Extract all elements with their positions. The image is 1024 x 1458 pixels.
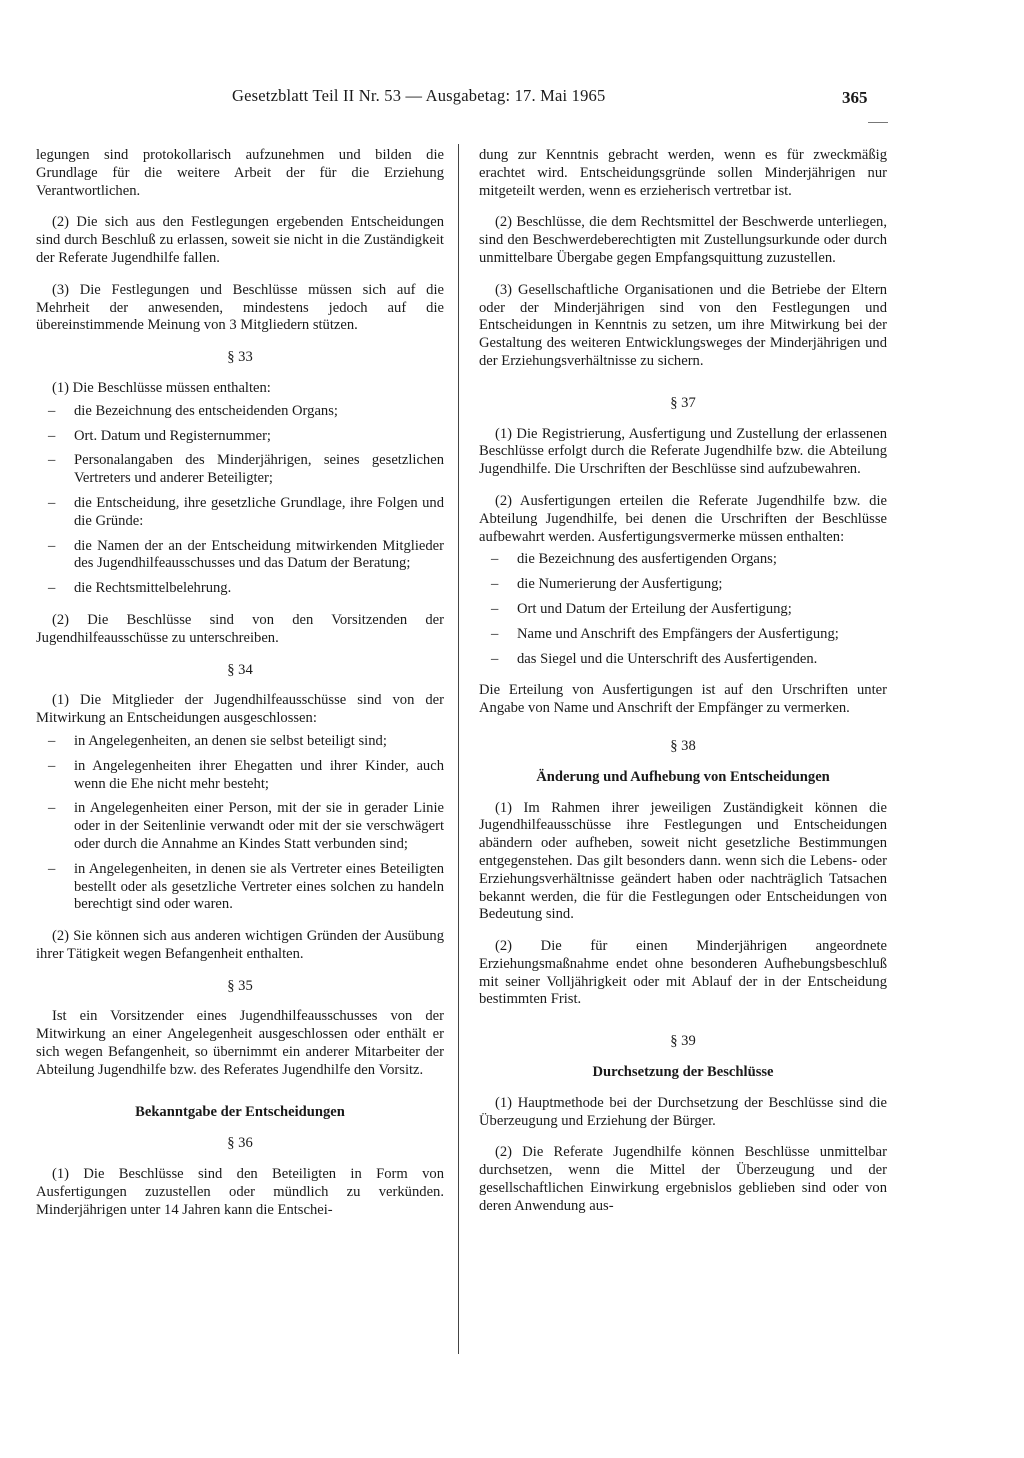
paragraph: legungen sind protokollarisch aufzunehmen und bilden die Grundlage für die weitere Arbeit der für die Erziehung Verantwortlichen. [36, 147, 444, 199]
section-heading-39: § 39 [670, 1033, 696, 1050]
right-column [479, 147, 887, 1230]
column-divider [458, 144, 459, 1354]
subsection-title: Bekanntgabe der Entscheidungen [135, 1103, 345, 1120]
paragraph: (2) Die für einen Minderjährigen angeordnete Erziehungsmaßnahme endet ohne besonderen Aufhebungsbeschluß mit seiner Volljährigkeit oder mit Ablauf der in der Entscheidung bestimmten Frist. [479, 938, 887, 1008]
paragraph: (2) Beschlüsse, die dem Rechtsmittel der Beschwerde unterliegen, sind den Beschwerdeberechtigten mit Zustellungsurkunde oder durch unmittelbare Übergabe gegen Empfangsquittung zuzustellen. [479, 214, 887, 266]
list-item: – die Namen der an der Entscheidung mitwirkenden Mitglieder des Jugendhilfeausschusses und das Datum der Beratung; [48, 537, 444, 572]
dash-marker: – [491, 650, 499, 667]
subsection-title: Durchsetzung der Beschlüsse [592, 1064, 774, 1081]
list-item: – die Bezeichnung des ausfertigenden Organs; [491, 551, 777, 568]
list-item: – in Angelegenheiten, an denen sie selbst beteiligt sind; [48, 732, 387, 749]
list-34 [36, 733, 444, 914]
list-33 [36, 403, 444, 598]
dash-marker: – [48, 494, 56, 511]
dash-marker: – [48, 732, 56, 749]
page-header: Gesetzblatt Teil II Nr. 53 — Ausgabetag: 17. Mai 1965 [232, 86, 606, 105]
dash-marker: – [491, 600, 499, 617]
paragraph: (2) Sie können sich aus anderen wichtigen Gründen der Ausübung ihrer Tätigkeit wegen Befangenheit enthalten. [36, 928, 444, 962]
dash-marker: – [48, 580, 56, 597]
dash-marker: – [48, 800, 56, 817]
dash-marker: – [48, 537, 56, 554]
list-item: – in Angelegenheiten, in denen sie als Vertreter eines Beteiligten bestellt oder als gesetzliche Vertreter eines solchen zu handeln berechtigt sind oder waren. [48, 860, 444, 913]
dash-marker: – [491, 625, 499, 642]
section-heading-37: § 37 [670, 394, 696, 411]
section-heading-33: § 33 [227, 349, 253, 366]
paragraph: (2) Die sich aus den Festlegungen ergebenden Entscheidungen sind durch Beschluß zu erlassen, soweit sie nicht in die Zuständigkeit der Referate Jugendhilfe fallen. [36, 214, 444, 266]
section-heading-34: § 34 [227, 661, 253, 678]
dash-marker: – [491, 551, 499, 568]
paragraph: (2) Die Beschlüsse sind von den Vorsitzenden der Jugendhilfeausschüsse zu unterschreiben. [36, 611, 444, 646]
paragraph: (2) Ausfertigungen erteilen die Referate Jugendhilfe bzw. die Abteilung Jugendhilfe, bei denen die Urschriften der Beschlüsse aufbewahrt werden. Ausfertigungsvermerke müssen enthalten: [479, 492, 887, 545]
section-heading-38: § 38 [670, 737, 696, 754]
list-item: – Ort. Datum und Registernummer; [48, 427, 271, 444]
list-item: – die Bezeichnung des entscheidenden Organs; [48, 402, 338, 419]
paragraph: (1) Hauptmethode bei der Durchsetzung der Beschlüsse sind die Überzeugung und Erziehung der Bürger. [479, 1094, 887, 1129]
dash-marker: – [48, 427, 56, 444]
list-item: – in Angelegenheiten einer Person, mit der sie in gerader Linie oder in der Seitenlinie verwandt oder mit der sie verschwägert oder durch die Annahme an Kindes Statt verbunden sind; [48, 800, 444, 852]
list-item: – das Siegel und die Unterschrift des Ausfertigenden. [491, 650, 818, 667]
list-item: – die Rechtsmittelbelehrung. [48, 580, 232, 597]
list-37 [479, 551, 887, 668]
paragraph: (2) Die Referate Jugendhilfe können Beschlüsse unmittelbar durchsetzen, wenn die Mittel der Überzeugung und der gesellschaftlichen Einwirkung ergebnislos geblieben sind oder von deren Anwendung aus- [479, 1144, 887, 1214]
paragraph: Die Erteilung von Ausfertigungen ist auf den Urschriften unter Angabe von Name und Anschrift der Empfänger zu vermerken. [479, 682, 887, 717]
list-item: – die Entscheidung, ihre gesetzliche Grundlage, ihre Folgen und die Gründe: [48, 494, 444, 529]
list-item: – Personalangaben des Minderjährigen, seines gesetzlichen Vertreters und anderer Beteiligter; [48, 452, 444, 487]
list-item: – in Angelegenheiten ihrer Ehegatten und ihrer Kinder, auch wenn die Ehe nicht mehr besteht; [48, 757, 444, 792]
page-number: 365 [842, 88, 868, 107]
dash-marker: – [491, 576, 499, 593]
paragraph: (1) Im Rahmen ihrer jeweiligen Zuständigkeit können die Jugendhilfeausschüsse ihre Festlegungen und Entscheidungen abändern oder aufheben, soweit nicht gesetzliche Bestimmungen entgegenstehen. Das gilt besonders dann. wenn sich die Lebens- oder Erziehungsverhältnisse geändert haben oder nachträglich Tatsachen bekannt werden, die für die Festlegungen oder Entscheidungen von Bedeutung sind. [479, 799, 887, 923]
paragraph: (1) Die Beschlüsse müssen enthalten: [52, 379, 271, 396]
dash-marker: – [48, 757, 56, 774]
paragraph: (1) Die Mitglieder der Jugendhilfeausschüsse sind von der Mitwirkung an Entscheidungen ausgeschlossen: [36, 692, 444, 727]
dash-marker: – [48, 860, 56, 877]
paragraph: Ist ein Vorsitzender eines Jugendhilfeausschusses von der Mitwirkung an einer Angelegenheit ausgeschlossen oder enthält er sich wegen Befangenheit, so übernimmt ein anderer Mitarbeiter der Abteilung Jugendhilfe bzw. des Referates Jugendhilfe den Vorsitz. [36, 1008, 444, 1078]
dash-marker: – [48, 402, 56, 419]
list-item: – die Numerierung der Ausfertigung; [491, 576, 723, 593]
header-rule [868, 122, 888, 123]
paragraph: (1) Die Registrierung, Ausfertigung und Zustellung der erlassenen Beschlüsse erfolgt durch die Referate Jugendhilfe bzw. die Abteilung Jugendhilfe. Die Urschriften der Beschlüsse sind aufzubewahren. [479, 425, 887, 478]
list-item: – Name und Anschrift des Empfängers der Ausfertigung; [491, 625, 839, 642]
paragraph: (1) Die Beschlüsse sind den Beteiligten in Form von Ausfertigungen zuzustellen oder mündlich zu verkünden. Minderjährigen unter 14 Jahren kann die Entschei- [36, 1166, 444, 1218]
dash-marker: – [48, 452, 56, 469]
list-item: – Ort und Datum der Erteilung der Ausfertigung; [491, 600, 792, 617]
paragraph: dung zur Kenntnis gebracht werden, wenn es für zweckmäßig erachtet wird. Entscheidungsgründe sollen Minderjährigen nur mitgeteilt werden, wenn es erzieherisch vertretbar ist. [479, 147, 887, 199]
paragraph: (3) Gesellschaftliche Organisationen und die Betriebe der Eltern oder der Minderjährigen sind von den Festlegungen und Entscheidungen in Kenntnis zu setzen, um ihre Mitwirkung bei der Gestaltung des weiteren Entwicklungsweges der Minderjährigen und der Erziehungsverhältnisse zu sichern. [479, 281, 887, 369]
left-column [36, 147, 444, 1234]
paragraph: (3) Die Festlegungen und Beschlüsse müssen sich auf die Mehrheit der anwesenden, mindestens jedoch auf die übereinstimmende Meinung von 3 Mitgliedern stützen. [36, 281, 444, 334]
subsection-title: Änderung und Aufhebung von Entscheidungen [536, 768, 830, 785]
section-heading-35: § 35 [227, 977, 253, 994]
section-heading-36: § 36 [227, 1135, 253, 1152]
